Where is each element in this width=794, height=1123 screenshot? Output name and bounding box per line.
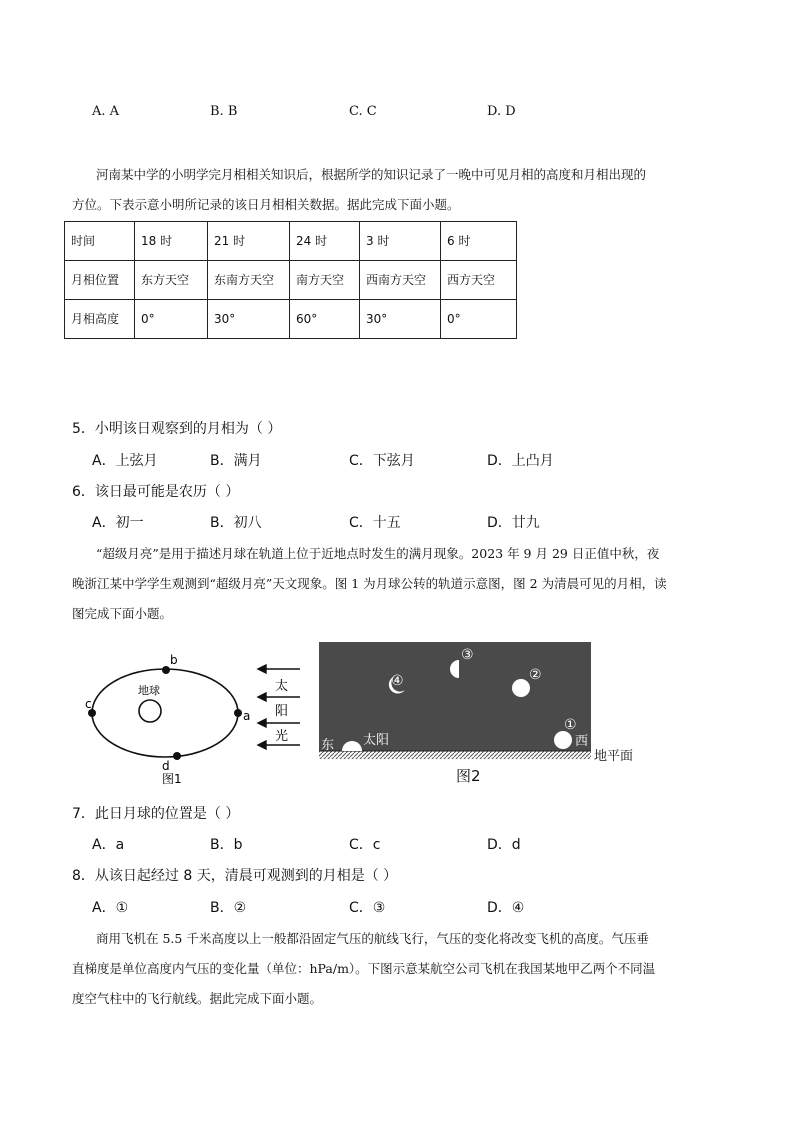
option-a: A. A bbox=[92, 104, 120, 119]
passage-3-line-1: 商用飞机在 5.5 千米高度以上一般都沿固定气压的航线飞行，气压的变化将改变飞机的高度。气压垂 bbox=[96, 931, 649, 946]
table-cell: 30° bbox=[208, 300, 290, 339]
point-d-label: d bbox=[162, 759, 170, 773]
question-5-option-d: D．上凸月 bbox=[487, 453, 554, 469]
question-5-option-a: A．上弦月 bbox=[92, 453, 158, 469]
table-cell: 月相高度 bbox=[65, 300, 135, 339]
point-a-dot bbox=[234, 709, 242, 717]
question-7-option-a: A．a bbox=[92, 837, 125, 853]
option-b: B. B bbox=[210, 104, 238, 119]
table-cell: 0° bbox=[135, 300, 208, 339]
question-8-option-a: A．① bbox=[92, 900, 129, 916]
moon-4-marker: ④ bbox=[391, 673, 404, 689]
moon-1-marker: ① bbox=[564, 717, 577, 733]
earth-label: 地球 bbox=[138, 684, 160, 697]
question-8-option-d: D．④ bbox=[487, 900, 525, 916]
table-row bbox=[65, 261, 517, 300]
point-b-dot bbox=[162, 666, 170, 674]
moon-2-marker: ② bbox=[529, 667, 542, 683]
table-cell: 东方天空 bbox=[135, 261, 208, 300]
point-c-label: c bbox=[85, 697, 92, 711]
table-cell: 南方天空 bbox=[290, 261, 360, 300]
point-b-label: b bbox=[170, 653, 178, 667]
moon-1-full bbox=[554, 731, 572, 749]
passage-1-line-2: 方位。下表示意小明所记录的该日月相相关数据。据此完成下面小题。 bbox=[72, 197, 460, 212]
table-cell: 18 时 bbox=[135, 222, 208, 261]
figure-1-orbit-diagram bbox=[80, 645, 310, 790]
question-6-option-a: A．初一 bbox=[92, 515, 144, 531]
table-cell: 6 时 bbox=[441, 222, 517, 261]
sunlight-text-3: 光 bbox=[275, 729, 289, 744]
horizon-label: 地平面 bbox=[594, 749, 634, 764]
night-sky bbox=[319, 642, 591, 751]
passage-2-line-3: 图完成下面小题。 bbox=[72, 606, 173, 621]
passage-3-line-2: 直梯度是单位高度内气压的变化量（单位：hPa/m）。下图示意某航空公司飞机在我国某地甲乙两个不同温 bbox=[72, 961, 656, 976]
question-8-option-b: B．② bbox=[210, 900, 247, 916]
moon-3-marker: ③ bbox=[461, 647, 474, 663]
moon-2-gibbous bbox=[512, 679, 530, 697]
table-cell: 时间 bbox=[65, 222, 135, 261]
table-cell: 西方天空 bbox=[441, 261, 517, 300]
question-8-stem: 8．从该日起经过 8 天，清晨可观测到的月相是（ ） bbox=[72, 868, 398, 884]
moon-data-table bbox=[64, 221, 517, 339]
point-a-label: a bbox=[243, 709, 251, 723]
question-5-option-b: B．满月 bbox=[210, 453, 262, 469]
figure-2-caption: 图2 bbox=[456, 767, 481, 785]
table-cell: 21 时 bbox=[208, 222, 290, 261]
sunlight-text-2: 阳 bbox=[275, 704, 289, 719]
option-d: D. D bbox=[487, 104, 516, 119]
sun-label: 太阳 bbox=[363, 733, 390, 748]
table-cell: 60° bbox=[290, 300, 360, 339]
passage-1-line-1: 河南某中学的小明学完月相相关知识后，根据所学的知识记录了一晚中可见月相的高度和月相出现的 bbox=[96, 167, 647, 182]
table-cell: 3 时 bbox=[360, 222, 441, 261]
table-cell: 月相位置 bbox=[65, 261, 135, 300]
question-6-option-b: B．初八 bbox=[210, 515, 262, 531]
table-cell: 30° bbox=[360, 300, 441, 339]
earth-circle bbox=[139, 700, 161, 722]
table-cell: 西南方天空 bbox=[360, 261, 441, 300]
passage-2-line-2: 晚浙江某中学学生观测到“超级月亮”天文现象。图 1 为月球公转的轨道示意图，图 2 为清晨可见的月相，读 bbox=[72, 576, 667, 591]
point-d-dot bbox=[173, 752, 181, 760]
question-5-stem: 5．小明该日观察到的月相为（ ） bbox=[72, 421, 282, 437]
ground-hatching bbox=[319, 751, 591, 759]
table-cell: 东南方天空 bbox=[208, 261, 290, 300]
moon-orbit bbox=[92, 669, 238, 757]
question-7-stem: 7．此日月球的位置是（ ） bbox=[72, 806, 240, 822]
table-row bbox=[65, 222, 517, 261]
option-c: C. C bbox=[349, 104, 377, 119]
west-label: 西 bbox=[575, 734, 589, 749]
table-cell: 24 时 bbox=[290, 222, 360, 261]
question-5-option-c: C．下弦月 bbox=[349, 453, 415, 469]
question-6-stem: 6．该日最可能是农历（ ） bbox=[72, 484, 240, 500]
question-6-option-d: D．廿九 bbox=[487, 515, 540, 531]
table-cell: 0° bbox=[441, 300, 517, 339]
figure-2-moon-phases bbox=[318, 641, 648, 789]
question-7-option-c: C．c bbox=[349, 837, 381, 853]
question-7-option-b: B．b bbox=[210, 837, 243, 853]
sunlight-text-1: 太 bbox=[275, 679, 289, 694]
east-label: 东 bbox=[321, 738, 335, 753]
question-7-option-d: D．d bbox=[487, 837, 521, 853]
question-8-option-c: C．③ bbox=[349, 900, 386, 916]
passage-3-line-3: 度空气柱中的飞行航线。据此完成下面小题。 bbox=[72, 991, 323, 1006]
passage-2-line-1: “超级月亮”是用于描述月球在轨道上位于近地点时发生的满月现象。2023 年 9 月 29 日正值中秋，夜 bbox=[96, 546, 660, 561]
question-6-option-c: C．十五 bbox=[349, 515, 401, 531]
figure-1-caption: 图1 bbox=[162, 772, 182, 786]
table-row bbox=[65, 300, 517, 339]
